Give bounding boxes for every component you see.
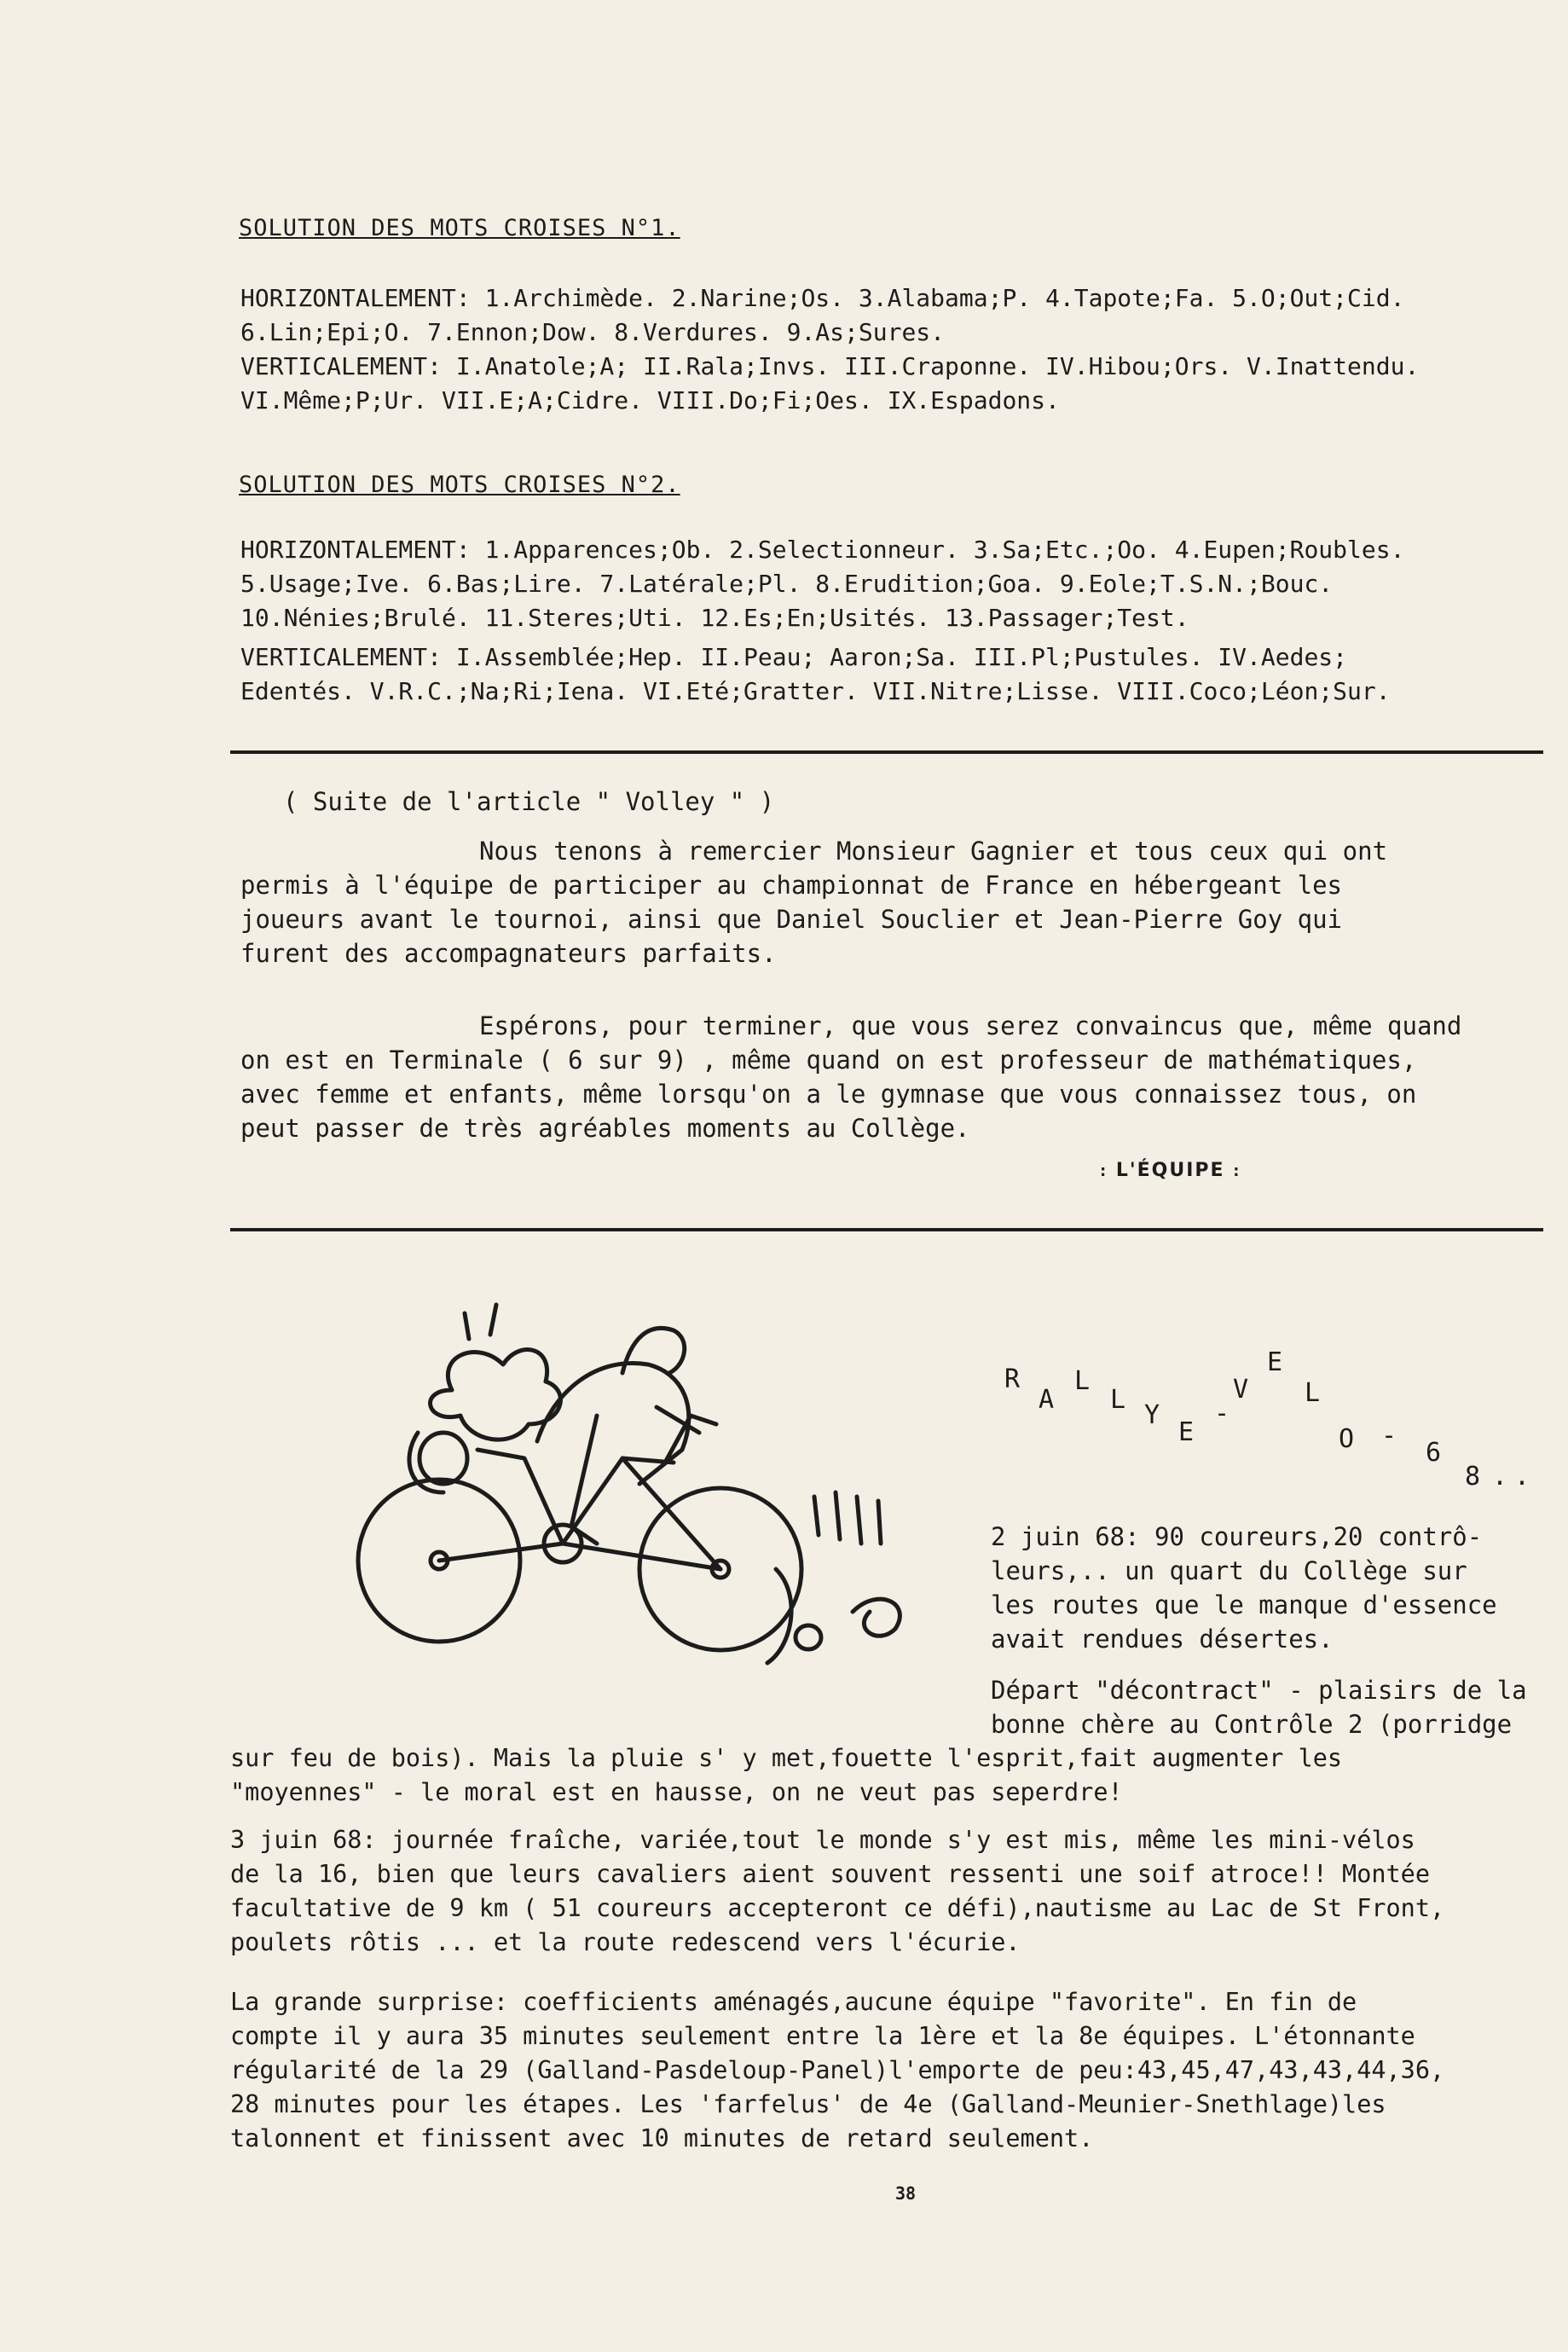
rally-title-letter: O [1339,1424,1355,1454]
crossword1-line: VI.Même;P;Ur. VII.E;A;Cidre. VIII.Do;Fi;Oes. IX.Espadons. [240,386,1060,414]
rally-line: compte il y aura 35 minutes seulement entre la 1ère et la 8e équipes. L'étonnante [230,2022,1415,2050]
rally-paragraph-3 [230,1823,1444,1960]
rally-title-letter: . [1514,1462,1530,1492]
volley-signature: : L'ÉQUIPE : [1100,1160,1241,1181]
rally-title [998,1347,1543,1501]
rally-line: "moyennes" - le moral est en hausse, on ne veut pas seperdre! [230,1778,1123,1806]
rally-title-letter: - [1381,1421,1397,1451]
rally-title-letter: 8 [1465,1462,1481,1492]
rally-line: régularité de la 29 (Galland-Pasdeloup-Panel)l'emporte de peu:43,45,47,43,43,44,36, [230,2056,1445,2084]
crossword1-line: 6.Lin;Epi;O. 7.Ennon;Dow. 8.Verdures. 9.As;Sures. [240,318,946,346]
volley-line: Nous tenons à remercier Monsieur Gagnier et tous ceux qui ont [479,837,1388,866]
crossword2-line: Edentés. V.R.C.;Na;Ri;Iena. VI.Eté;Gratter. VII.Nitre;Lisse. VIII.Coco;Léon;Sur. [240,677,1391,705]
rally-line: facultative de 9 km ( 51 coureurs accepteront ce défi),nautisme au Lac de St Front, [230,1894,1445,1922]
crossword2-line: 10.Nénies;Brulé. 11.Steres;Uti. 12.Es;En;Usités. 13.Passager;Test. [240,604,1189,632]
divider-bottom [230,1228,1543,1231]
rally-line: avait rendues désertes. [991,1625,1334,1654]
volley-paragraph-1 [240,834,1554,970]
rally-title-letter: 6 [1426,1438,1442,1468]
crossword2-line: 5.Usage;Ive. 6.Bas;Lire. 7.Latérale;Pl. 8.Erudition;Goa. 9.Eole;T.S.N.;Bouc. [240,570,1334,598]
cyclist-cartoon-illustration [341,1288,981,1680]
volley-heading-text: ( Suite de l'article " Volley " ) [283,787,775,816]
crossword1-line: HORIZONTALEMENT: 1.Archimède. 2.Narine;Os. 3.Alabama;P. 4.Tapote;Fa. 5.O;Out;Cid. [240,284,1405,312]
rally-line: de la 16, bien que leurs cavaliers aient souvent ressenti une soif atroce!! Montée [230,1860,1430,1888]
rally-line: 2 juin 68: 90 coureurs,20 contrô- [991,1522,1483,1551]
crossword2-line: VERTICALEMENT: I.Assemblée;Hep. II.Peau; Aaron;Sa. III.Pl;Pustules. IV.Aedes; [240,643,1348,671]
crossword2-solution [240,533,1558,709]
signature-text: L'ÉQUIPE [1115,1160,1225,1181]
rally-title-letter: E [1267,1347,1283,1377]
crossword2-title: SOLUTION DES MOTS CROISES N°2. [239,472,680,498]
rally-paragraph-1 [991,1520,1497,1656]
rally-title-letter: A [1039,1385,1055,1415]
volley-line: permis à l'équipe de participer au championnat de France en hébergeant les [240,871,1343,900]
rally-paragraph-2-narrow [991,1673,1527,1741]
rally-title-letter: Y [1144,1400,1160,1430]
rally-line: talonnent et finissent avec 10 minutes de retard seulement. [230,2124,1094,2152]
crossword1-solution [240,281,1558,418]
rally-line: 28 minutes pour les étapes. Les 'farfelus' de 4e (Galland-Meunier-Snethlage)les [230,2090,1386,2118]
rally-line: Départ "décontract" - plaisirs de la [991,1676,1527,1705]
rally-line: les routes que le manque d'essence [991,1590,1497,1619]
rally-title-letter: . [1492,1462,1508,1492]
volley-line: on est en Terminale ( 6 sur 9) , même quand on est professeur de mathématiques, [240,1046,1417,1075]
rally-line: La grande surprise: coefficients aménagés,aucune équipe "favorite". En fin de [230,1988,1357,2016]
volley-line: avec femme et enfants, même lorsqu'on a le gymnase que vous connaissez tous, on [240,1080,1417,1109]
rally-title-letter: L [1074,1366,1091,1396]
rally-line: bonne chère au Contrôle 2 (porridge [991,1710,1513,1739]
volley-line: peut passer de très agréables moments au Collège. [240,1114,970,1143]
rally-line: sur feu de bois). Mais la pluie s' y met,fouette l'esprit,fait augmenter les [230,1744,1343,1772]
volley-line: furent des accompagnateurs parfaits. [240,939,777,968]
rally-title-letter: - [1214,1399,1230,1428]
rally-title-letter: R [1004,1364,1021,1394]
crossword1-title: SOLUTION DES MOTS CROISES N°1. [239,215,680,241]
volley-line: Espérons, pour terminer, que vous serez convaincus que, même quand [479,1011,1462,1040]
rally-line: 3 juin 68: journée fraîche, variée,tout le monde s'y est mis, même les mini-vélos [230,1826,1415,1854]
rally-title-letter: L [1305,1378,1321,1408]
crossword1-line: VERTICALEMENT: I.Anatole;A; II.Rala;Invs. III.Craponne. IV.Hibou;Ors. V.Inattendu. [240,352,1420,380]
rally-title-letter: L [1110,1385,1126,1415]
rally-title-letter: V [1233,1375,1249,1405]
volley-heading [283,785,774,819]
volley-paragraph-2 [240,1009,1554,1145]
rally-title-letter: E [1178,1417,1195,1447]
rally-line: leurs,.. un quart du Collège sur [991,1556,1467,1585]
crossword2-line: HORIZONTALEMENT: 1.Apparences;Ob. 2.Selectionneur. 3.Sa;Etc.;Oo. 4.Eupen;Roubles. [240,536,1405,564]
rally-paragraph-2-wide [230,1741,1342,1810]
rally-paragraph-4 [230,1985,1444,2156]
page-number: 38 [895,2183,917,2204]
rally-line: poulets rôtis ... et la route redescend vers l'écurie. [230,1928,1021,1956]
volley-line: joueurs avant le tournoi, ainsi que Daniel Souclier et Jean-Pierre Goy qui [240,905,1343,934]
divider-top [230,750,1543,754]
